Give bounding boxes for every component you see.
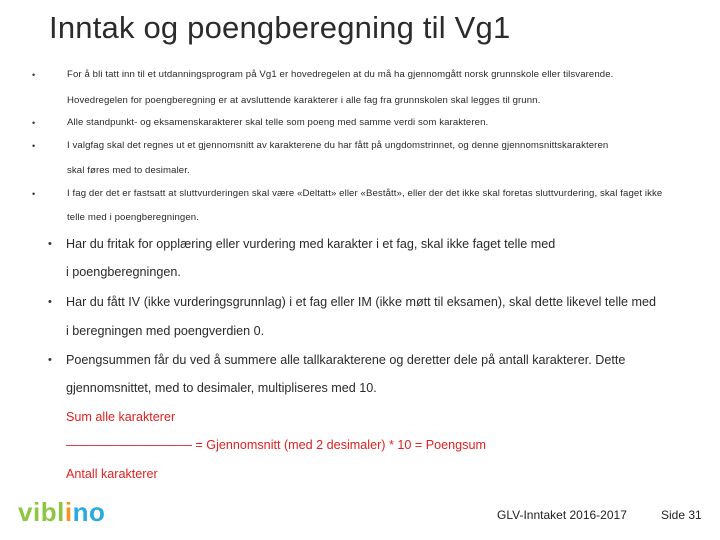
logo-letter: i: [32, 497, 41, 527]
bullet-marker: •: [32, 141, 36, 151]
page-number: Side 31: [661, 508, 702, 522]
paragraph-point-sum: Poengsummen får du ved å summere alle tallkarakterene og deretter dele på antall karakterer. Dette: [66, 353, 626, 367]
paragraph-grades-equal-points: Alle standpunkt- og eksamenskarakterer skal telle som poeng med samme verdi som karakteren.: [67, 117, 489, 128]
paragraph-elective-average: I valgfag skal det regnes ut et gjennomsnitt av karakterene du har fått på ungdomstrinnet, og denne gjennomsnittskarakteren: [67, 140, 609, 151]
paragraph-point-sum-cont: gjennomsnittet, med to desimaler, multipliseres med 10.: [66, 381, 377, 395]
footer-event: GLV-Inntaket 2016-2017: [497, 508, 627, 522]
paragraph-elective-average-cont: skal føres med to desimaler.: [67, 165, 190, 176]
formula-equation-line: [66, 438, 486, 452]
paragraph-exemption: Har du fritak for opplæring eller vurdering med karakter i et fag, skal ikke faget telle med: [66, 237, 556, 251]
bullet-marker: •: [32, 118, 36, 128]
paragraph-iv-im-cont: i beregningen med poengverdien 0.: [66, 324, 265, 338]
bullet-marker: •: [32, 189, 36, 199]
bullet-marker: •: [48, 296, 52, 308]
formula-equation: = Gjennomsnitt (med 2 desimaler) * 10 = Poengsum: [191, 438, 486, 452]
formula-fraction-line: ——————————: [66, 438, 192, 452]
logo-letter: n: [72, 497, 89, 527]
logo-letter: v: [18, 497, 33, 527]
viblino-logo: [18, 497, 105, 528]
paragraph-admission-rule: For å bli tatt inn til et utdanningsprogram på Vg1 er hovedregelen at du må ha gjennomgått norsk grunnskole eller tilsvarende.: [67, 69, 614, 80]
formula-denominator: Antall karakterer: [66, 467, 158, 481]
paragraph-exemption-cont: i poengberegningen.: [66, 265, 181, 279]
logo-letter: l: [57, 497, 65, 527]
bullet-marker: •: [48, 238, 52, 250]
logo-letter: i: [64, 497, 73, 527]
logo-letter: o: [88, 497, 106, 527]
bullet-marker: •: [32, 70, 36, 80]
paragraph-participated-passed-cont: telle med i poengberegningen.: [67, 212, 199, 223]
slide-title: Inntak og poengberegning til Vg1: [49, 10, 511, 45]
paragraph-participated-passed: I fag der det er fastsatt at sluttvurderingen skal være «Deltatt» eller «Bestått», eller der det ikke skal foretas sluttvurdering, skal faget ikke: [67, 188, 663, 199]
paragraph-main-rule: Hovedregelen for poengberegning er at avsluttende karakterer i alle fag fra grunnskolen skal legges til grunn.: [67, 95, 541, 106]
logo-letter: b: [40, 497, 58, 527]
formula-numerator: Sum alle karakterer: [66, 410, 176, 424]
paragraph-iv-im: Har du fått IV (ikke vurderingsgrunnlag) i et fag eller IM (ikke møtt til eksamen), skal dette likevel telle med: [66, 295, 657, 309]
bullet-marker: •: [48, 354, 52, 366]
